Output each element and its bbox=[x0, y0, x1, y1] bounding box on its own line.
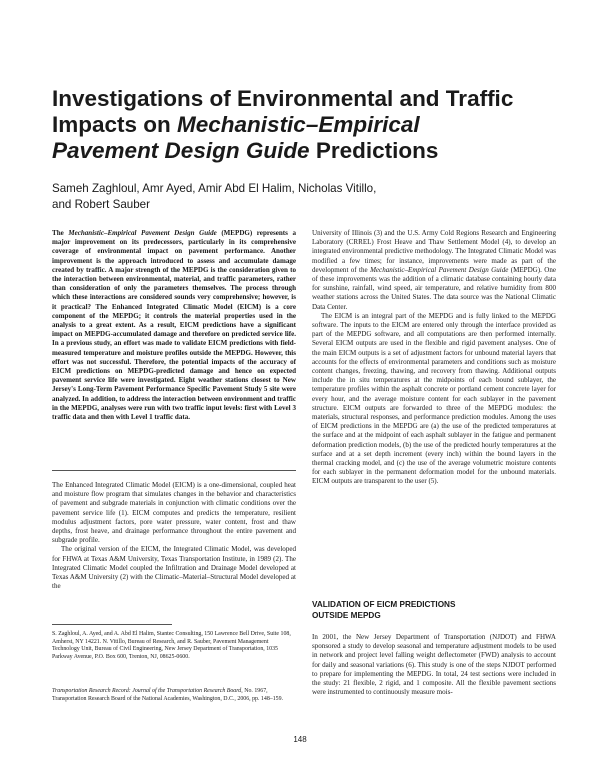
author-list bbox=[52, 181, 552, 213]
footnote-divider bbox=[52, 624, 172, 625]
abstract-text: (MEPDG) represents a major improvement on its predecessors, particularly in its comprehensive coverage of environmental impact on pavement performance. Another improvement is the approach introduced to assess and accumulate damage created by traffic. A major strength of the MEPDG is the consideration given to the interaction between environmental, material, and traffic parameters, rather than consideration of only the parameters themselves. The process through which these interactions are considered sounds very comprehensive; however, is it practical? The Enhanced Integrated Climatic Model (EICM) is a core component of the MEPDG; it controls the material properties used in the analysis to a great extent. As a result, EICM predictions have a significant impact on MEPDG-accumulated damage and therefore on predicted service life. In a previous study, an effort was made to validate EICM predictions with field-measured temperature and moisture profiles outside the MEPDG. However, this effort was not successful. Therefore, the potential impacts of the accuracy of EICM predictions on MEPDG-predicted damage and hence on expected pavement service life were investigated. Eight weather stations closest to New Jersey's Long-Term Pavement Performance Specific Pavement Study 5 site were analyzed. In addition, to address the interaction between environment and traffic in the MEPDG, analyses were run with two traffic input levels: first with Level 3 traffic data and then with Level 1 traffic data. bbox=[52, 229, 296, 422]
right-p1-start: University of Illinois (3) and the U.S. Army Cold Regions Research and Engineering Laboratory (CRREL) Frost Heave and Thaw Settlement Model (4), to develop an integrated environmental predictive methodology. The Integrated Climatic Model was modified a few times; for instance, improvements were made as part of the development of the bbox=[312, 229, 556, 274]
abstract bbox=[52, 229, 296, 422]
right-column-section-body bbox=[312, 633, 556, 697]
title-line-3b: Predictions bbox=[309, 138, 439, 163]
section-heading-line-2: OUTSIDE MEPDG bbox=[312, 610, 381, 620]
intro-paragraph-1: The Enhanced Integrated Climatic Model (EICM) is a one-dimensional, coupled heat and moisture flow program that simulates changes in the behavior and characteristics of pavement and subgrade materials in conjunction with climatic conditions over the pavement service life (1). EICM computes and predicts the temperature, resilient modulus adjustment factors, pore water pressure, water content, frost and thaw depths, frost heave, and drainage performance throughout the entire pavement and subgrade profile. bbox=[52, 481, 296, 545]
footnote-text: S. Zaghloul, A. Ayed, and A. Abd El Halim, Stantec Consulting, 150 Lawrence Bell Drive, Suite 108, Amherst, NY 14221. N. Vitillo, Bureau of Research, and R. Sauber, Pavement Management Technology Unit, Bureau of Civil Engineering, New Jersey Department of Transportation, 1035 Parkway Avenue, P.O. Box 600, Trenton, NJ, 08625-0600. bbox=[52, 631, 291, 661]
paper-title bbox=[52, 86, 552, 164]
introduction bbox=[52, 481, 296, 591]
section-heading-line-1: VALIDATION OF EICM PREDICTIONS bbox=[312, 600, 456, 609]
intro-paragraph-2: The original version of the EICM, the Integrated Climatic Model, was developed for FHWA at Texas A&M University, Texas Transportation Institute, in 1989 (2). The Integrated Climatic Model coupled the Infiltration and Drainage Model developed at Texas A&M University (2) with the Climatic–Material–Structural Model developed at the bbox=[52, 545, 296, 591]
right-p1-guide: Mechanistic–Empirical Pavement Design Guide bbox=[370, 265, 509, 274]
authors-line-1: Sameh Zaghloul, Amr Ayed, Amir Abd El Halim, Nicholas Vitillo, bbox=[52, 182, 377, 195]
citation-journal: Transportation Research Record: Journal of the Transportation Research Board, bbox=[52, 688, 243, 694]
section-heading bbox=[312, 600, 556, 621]
authors-line-2: and Robert Sauber bbox=[52, 198, 150, 211]
abstract-prefix: The bbox=[52, 229, 69, 237]
abstract-guide-name: Mechanistic–Empirical Pavement Design Guide bbox=[68, 229, 217, 237]
author-affiliations-footnote bbox=[52, 631, 296, 662]
title-line-1: Investigations of Environmental and Traffic bbox=[52, 86, 514, 111]
right-p1-end: (MEPDG). One of these improvements was the addition of a climatic database containing hourly data for sunshine, rainfall, wind speed, air temperature, and relative humidity from 800 weather stations across the United States. The data source was the National Climatic Data Center. bbox=[312, 265, 557, 311]
right-paragraph-3: In 2001, the New Jersey Department of Transportation (NJDOT) and FHWA sponsored a study to develop seasonal and temperature adjustment models to be used in network and project level falling weight deflectometer (FWD) analysis to account for daily and seasonal variations (6). This study is one of the steps NJDOT performed to prepare for implementing the MEPDG. In total, 24 test sections were included in the study: 21 flexible, 2 rigid, and 1 composite. All the flexible pavement sections were instrumented to continuously measure mois- bbox=[312, 633, 556, 697]
title-line-3a: Pavement Design Guide bbox=[52, 138, 310, 163]
title-line-2b: Mechanistic–Empirical bbox=[177, 112, 420, 137]
right-column-body bbox=[312, 229, 556, 487]
citation-details: No. 1967, Transportation Research Board of the National Academies, Washington, D.C., 2006, pp. 148–159. bbox=[52, 688, 284, 702]
right-paragraph-1 bbox=[312, 229, 556, 312]
title-line-2a: Impacts on bbox=[52, 112, 178, 137]
page-number: 148 bbox=[293, 735, 307, 744]
abstract-divider bbox=[52, 470, 296, 471]
right-paragraph-2: The EICM is an integral part of the MEPDG and is fully linked to the MEPDG software. The inputs to the EICM are entered only through the interface provided as part of the MEPDG software, and all computations are then performed internally. Several EICM outputs are used in the flexible and rigid pavement analyses. One of the main EICM outputs is a set of adjustment factors for unbound material layers that accounts for the effects of environmental parameters and conditions such as moisture content changes, freezing, thawing, and recovery from thawing. Additional outputs include the in situ temperatures at the midpoints of each bound sublayer, the temperature profiles within the asphalt concrete or portland cement concrete layer for every hour, and the average moisture content for each sublayer in the pavement structure. EICM outputs are forwarded to three of the MEPDG modules: the materials, structural responses, and performance prediction modules. Among the uses of EICM predictions in the MEPDG are (a) the use of the predicted temperatures at the surface and at the midpoint of each asphalt sublayer in the fatigue and permanent deformation prediction models, (b) the use of the predicted hourly temperatures at the surface and at a set depth increment (every inch) within the bound layers in the thermal cracking model, and (c) the use of the average volumetric moisture contents for each sublayer in the permanent deformation model for the unbound materials. EICM outputs are transparent to the user (5). bbox=[312, 311, 556, 486]
journal-citation bbox=[52, 688, 296, 703]
